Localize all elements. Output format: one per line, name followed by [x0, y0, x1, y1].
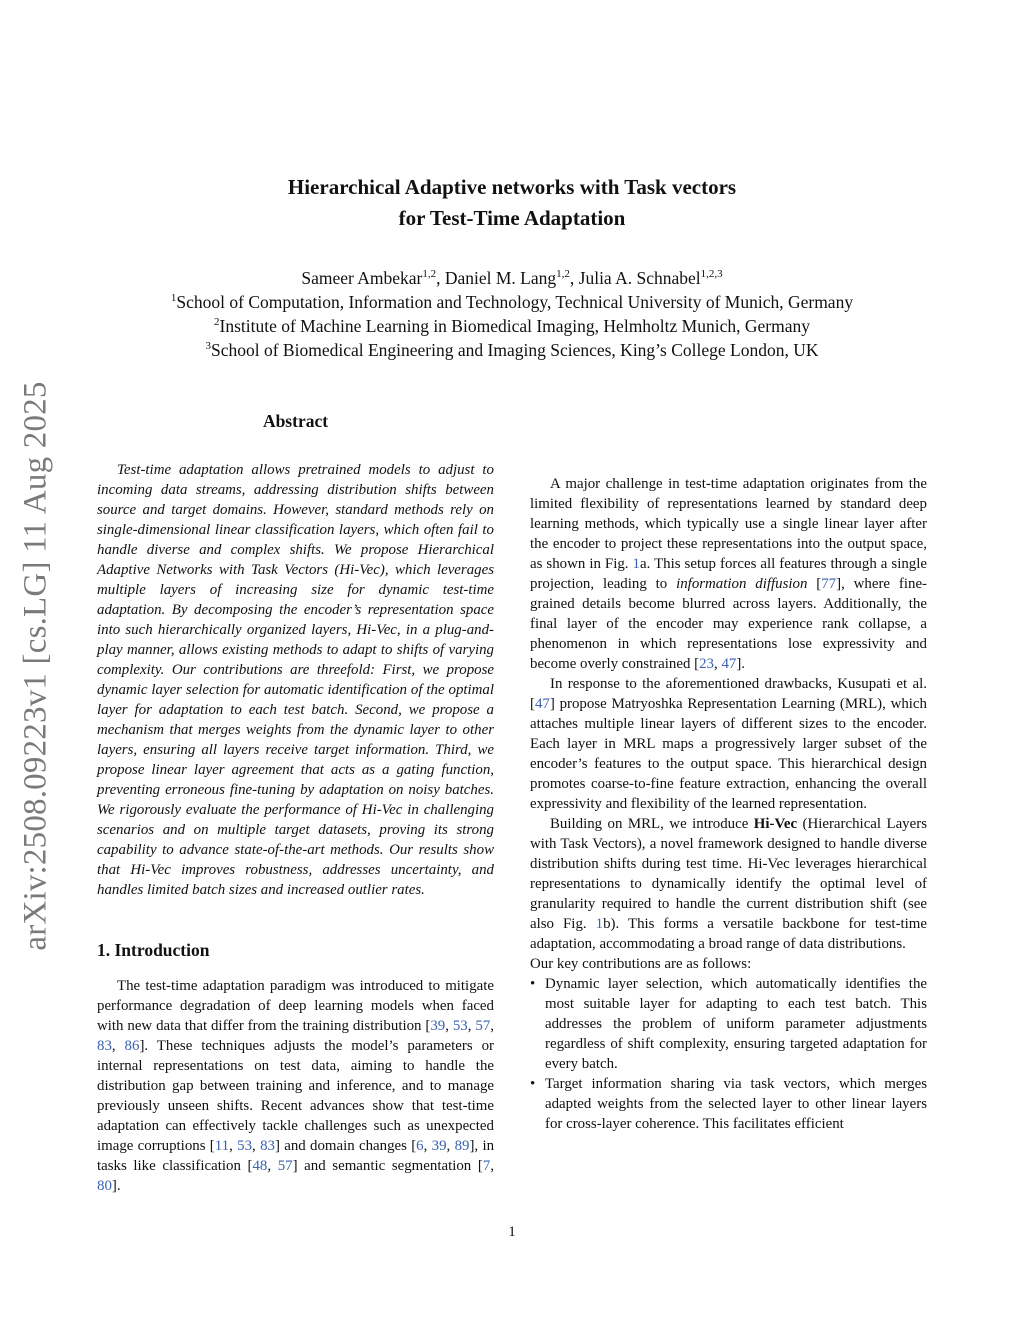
intro-p3-text-b: ] propose Matryoshka Representation Learning (MRL), which attaches multiple linear layers of different sizes to the encoder. Each layer in MRL maps a progressively larger subset of the encoder’s features to the output space. This hierarchical design promotes coarse-to-fine feature extraction, enhancing the overall expressivity and flexibility of the learned representation. — [530, 696, 927, 812]
method-name: Hi-Vec — [753, 816, 798, 832]
author-line — [0, 266, 1024, 290]
arxiv-stamp-text: arXiv:2508.09223v1 [cs.LG] 11 Aug 2025 — [17, 381, 54, 951]
intro-p2-text-d: ], where fine-grained details become blurred across layers. Additionally, the final layer of the encoder may experience rank collapse, a phenomenon in which representations lose expressivity and become overly constrained [ — [530, 576, 928, 672]
abstract-body: Test-time adaptation allows pretrained models to adjust to incoming data streams, addressing distribution shifts between source and target domains. However, standard methods rely on single-dimensional linear classification layers, which often fail to handle diverse and complex shifts. We propose Hierarchical Adaptive Networks with Task Vectors (Hi-Vec), which leverages multiple layers of increasing size for dynamic test-time adaptation. By decomposing the encoder’s representation space into such hierarchically organized layers, Hi-Vec, in a plug-and-play manner, allows existing methods to adapt to shifts of varying complexity. Our contributions are threefold: First, we propose dynamic layer selection for automatic identification of the optimal layer for adaptation to each test batch. Second, we propose a mechanism that merges weights from the dynamic layer to other layers, ensuring all layers receive target information. Third, we propose linear layer agreement that acts as a gating function, preventing erroneous fine-tuning by adaptation on noisy batches. We rigorously evaluate the performance of Hi-Vec in challenging scenarios and on multiple target datasets, proving its strong capability to advance state-of-the-art methods. Our results show that Hi-Vec improves robustness, addresses uncertainty, and handles limited batch sizes and increased outlier rates. — [97, 462, 494, 898]
list-item — [530, 974, 927, 1074]
citation-link[interactable]: 48 — [252, 1158, 268, 1174]
intro-p3-text-a: In response to the aforementioned drawbacks, Kusupati et al. [ — [530, 676, 927, 712]
affiliation-1-text: School of Computation, Information and Technology, Technical University of Munich, Germany — [176, 292, 854, 312]
contribution-2: Target information sharing via task vectors, which merges adapted weights from the selected layer to other linear layers for cross-layer coherence. This facilitates efficient — [545, 1076, 927, 1132]
intro-paragraph-2: A major challenge in test-time adaptation originates from the limited flexibility of representations learned by standard deep learning methods, which typically use a single linear layer after the encoder to project these representations into the output space, as shown in Fig. 1a. This setup forces all features through a single projection, leading to information diffusion [77], where fine-grained details become blurred across layers. Additionally, the final layer of the encoder may experience rank collapse, a phenomenon in which representations lose expressivity and become overly constrained [23, 47]. — [530, 476, 928, 672]
intro-paragraph-1: The test-time adaptation paradigm was introduced to mitigate performance degradation of deep learning models when faced with new data that differ from the training distribution [39, 53, 57, 83, 86]. These techniques adjusts the model’s parameters or internal representations on test data, aiming to handle the distribution gap between training and inference, and to manage previously unseen shifts. Recent advances show that test-time adaptation can effectively tackle challenges such as unexpected image corruptions [11, 53, 83] and domain changes [6, 39, 89], in tasks like classification [48, 57] and semantic segmentation [7, 80]. — [97, 978, 495, 1194]
intro-paragraph-3 — [530, 674, 927, 814]
abstract-heading: Abstract — [262, 411, 329, 431]
citation-link[interactable]: 47 — [721, 656, 737, 672]
affiliation-3 — [0, 338, 1024, 362]
figure-link[interactable]: 1 — [632, 556, 640, 572]
intro-p1-text-f: ]. — [111, 1178, 121, 1194]
intro-p4-text-a: Building on MRL, we introduce — [550, 816, 754, 832]
author-2-affil: 1,2 — [556, 268, 570, 281]
list-item — [530, 1074, 927, 1134]
citation-link[interactable]: 39 — [430, 1018, 446, 1034]
title-line-2: for Test-Time Adaptation — [398, 206, 626, 230]
author-1: Sameer Ambekar — [301, 268, 423, 288]
affiliation-2-marker: 2 — [214, 316, 220, 329]
intro-p2-text-b: a. This setup forces all features through a single projection, leading to — [530, 556, 927, 592]
citation-link[interactable]: 83 — [97, 1038, 112, 1054]
bullet-icon: • — [530, 976, 536, 992]
intro-p2-emphasis: information diffusion — [676, 576, 808, 592]
citation-link[interactable]: 57 — [277, 1158, 293, 1174]
citation-link[interactable]: 47 — [534, 696, 550, 712]
intro-p2-text-c: [ — [807, 576, 822, 592]
intro-p4-text-c: b). This forms a versatile backbone for test-time adaptation, accommodating a broad range of data distributions. — [530, 916, 927, 952]
author-3: , Julia A. Schnabel — [569, 268, 701, 288]
intro-p4-text-b: (Hierarchical Layers with Task Vectors), a novel framework designed to handle diverse distribution shifts during test time. Hi-Vec leverages hierarchical representations to dynamically identify the optimal level of granularity required to handle the current distribution shift (see also Fig. — [530, 816, 927, 932]
affiliation-2-text: Institute of Machine Learning in Biomedical Imaging, Helmholtz Munich, Germany — [219, 316, 810, 336]
citation-link[interactable]: 57 — [475, 1018, 491, 1034]
author-3-affil: 1,2,3 — [700, 268, 723, 281]
left-column — [97, 408, 494, 1196]
arxiv-stamp — [12, 372, 60, 960]
affiliation-1 — [0, 290, 1024, 314]
citation-link[interactable]: 23 — [699, 656, 714, 672]
contribution-1: Dynamic layer selection, which automatically identifies the most suitable layer for adapting to each test batch. This addresses the problem of uniform parameter adjustments regardless of shift complexity, ensuring targeted adaptation for every batch. — [545, 976, 927, 1072]
intro-p2-text-e: ]. — [736, 656, 746, 672]
title-line-1: Hierarchical Adaptive networks with Task vectors — [287, 175, 737, 199]
citation-link[interactable]: 77 — [821, 576, 837, 592]
affiliation-1-marker: 1 — [170, 292, 177, 305]
paper-title — [0, 172, 1024, 234]
intro-p1-text-d: ], in tasks like classification [ — [97, 1138, 495, 1174]
intro-p1-text-c: ] and domain changes [ — [274, 1138, 417, 1154]
intro-p1-text-a: The test-time adaptation paradigm was introduced to mitigate performance degradation of deep learning models when faced with new data that differ from the training distribution [ — [97, 978, 494, 1034]
citation-link[interactable]: 53 — [452, 1018, 468, 1034]
affiliation-2 — [0, 314, 1024, 338]
author-block — [0, 266, 1024, 362]
section-heading-introduction: 1. Introduction — [97, 940, 210, 960]
citation-link[interactable]: 11 — [214, 1138, 230, 1154]
affiliation-3-text: School of Biomedical Engineering and Imaging Sciences, King’s College London, UK — [210, 340, 819, 360]
intro-paragraph-4 — [530, 814, 927, 954]
affiliation-3-marker: 3 — [205, 340, 211, 353]
contributions-lead: Our key contributions are as follows: — [530, 956, 752, 972]
citation-link[interactable]: 39 — [431, 1138, 447, 1154]
citation-link[interactable]: 7 — [482, 1158, 491, 1174]
citation-link[interactable]: 83 — [260, 1138, 275, 1154]
intro-p1-text-e: ] and semantic segmentation [ — [292, 1158, 483, 1174]
page-number: 1 — [508, 1224, 516, 1240]
citation-link[interactable]: 80 — [97, 1178, 112, 1194]
intro-p1-text-b: ]. These techniques adjusts the model’s parameters or internal representations on test data, aiming to handle the distribution gap between training and inference, and to manage previously unseen shifts. Recent advances show that test-time adaptation can effectively tackle challenges such as unexpected image corruptions [ — [97, 1038, 494, 1154]
intro-p2-text-a: A major challenge in test-time adaptation originates from the limited flexibility of representations learned by standard deep learning methods, which typically use a single linear layer after the encoder to project these representations into the output space, as shown in Fig. — [530, 476, 927, 572]
author-1-affil: 1,2 — [422, 268, 437, 281]
contributions-list — [530, 974, 927, 1134]
citation-link[interactable]: 89 — [454, 1138, 470, 1154]
bullet-icon: • — [530, 1076, 536, 1092]
citation-link[interactable]: 86 — [124, 1038, 140, 1054]
figure-link[interactable]: 1 — [595, 916, 604, 932]
citation-link[interactable]: 53 — [237, 1138, 253, 1154]
right-column — [530, 474, 927, 1134]
author-2: , Daniel M. Lang — [436, 268, 557, 288]
citation-link[interactable]: 6 — [416, 1138, 424, 1154]
